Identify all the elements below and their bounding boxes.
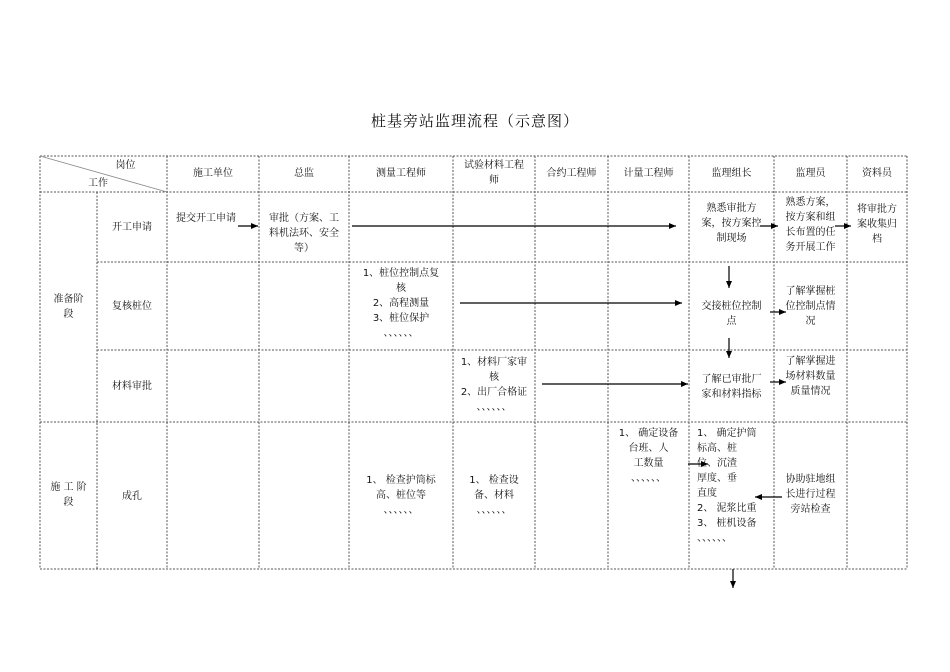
cell-material-test: 1、材料厂家审 核 2、出厂合格证 、、、、、、 xyxy=(460,357,528,413)
cell-start-archivist: 将审批方 案收集归 档 xyxy=(857,204,897,245)
cell-material-supervisor: 了解掌握进 场材料数量 质量情况 xyxy=(785,356,836,397)
cell-recheck-survey: 1、桩位控制点复 核 2、高程测量 3、桩位保护 、、、、、、 xyxy=(362,268,440,339)
cell-start-contractor: 提交开工申请 xyxy=(176,213,236,224)
cell-recheck-leader: 交接桩位控制 点 xyxy=(701,301,762,327)
header-corner-work: 工作 xyxy=(88,178,108,189)
cell-recheck-supervisor: 了解掌握桩 位控制点情 况 xyxy=(785,286,836,327)
cell-hole-test: 1、 检查设 备、材料 、、、、、、 xyxy=(469,475,519,516)
row-start: 开工申请 xyxy=(112,222,152,233)
header-col-survey: 测量工程师 xyxy=(376,168,426,179)
cell-hole-measure: 1、 确定设备 台班、人 工数量 、、、、、、 xyxy=(618,428,679,484)
header-corner-post: 岗位 xyxy=(115,160,136,171)
cell-hole-survey: 1、 检查护筒标 高、桩位等 、、、、、、 xyxy=(366,475,436,516)
header-col-contract: 合约工程师 xyxy=(546,168,597,179)
header-col-contractor: 施工单位 xyxy=(193,168,233,179)
row-material: 材料审批 xyxy=(112,381,152,392)
header-col-measure: 计量工程师 xyxy=(623,168,674,179)
cell-hole-supervisor: 协助驻地组 长进行过程 旁站检查 xyxy=(785,474,836,515)
header-col-supervisor: 监理员 xyxy=(795,168,826,179)
cell-start-director: 审批（方案、工 料机法环、安全 等） xyxy=(269,213,339,254)
row-hole: 成孔 xyxy=(122,491,142,502)
page-title: 桩基旁站监理流程（示意图） xyxy=(370,112,579,130)
cell-start-leader: 熟悉审批方 案，按方案控 制现场 xyxy=(701,203,762,244)
header-col-archivist: 资料员 xyxy=(862,168,892,179)
cell-start-supervisor: 熟悉方案， 按方案和组 长布置的任 务开展工作 xyxy=(785,197,836,253)
phase-construct: 施 工 阶 段 xyxy=(50,482,87,508)
cell-material-leader: 了解已审批厂 家和材料指标 xyxy=(701,374,762,400)
phase-prep: 准备阶 段 xyxy=(53,294,84,320)
row-recheck: 复核桩位 xyxy=(112,301,152,312)
header-col-director: 总监 xyxy=(294,168,314,179)
header-col-test: 试验材料工程 师 xyxy=(464,160,524,186)
cell-hole-leader: 1、 确定护筒 标高、桩 位、沉渣 厚度、垂 直度 2、 泥浆比重 3、 桩机设备 、、、、、、 xyxy=(697,428,757,544)
header-col-leader: 监理组长 xyxy=(711,168,752,179)
